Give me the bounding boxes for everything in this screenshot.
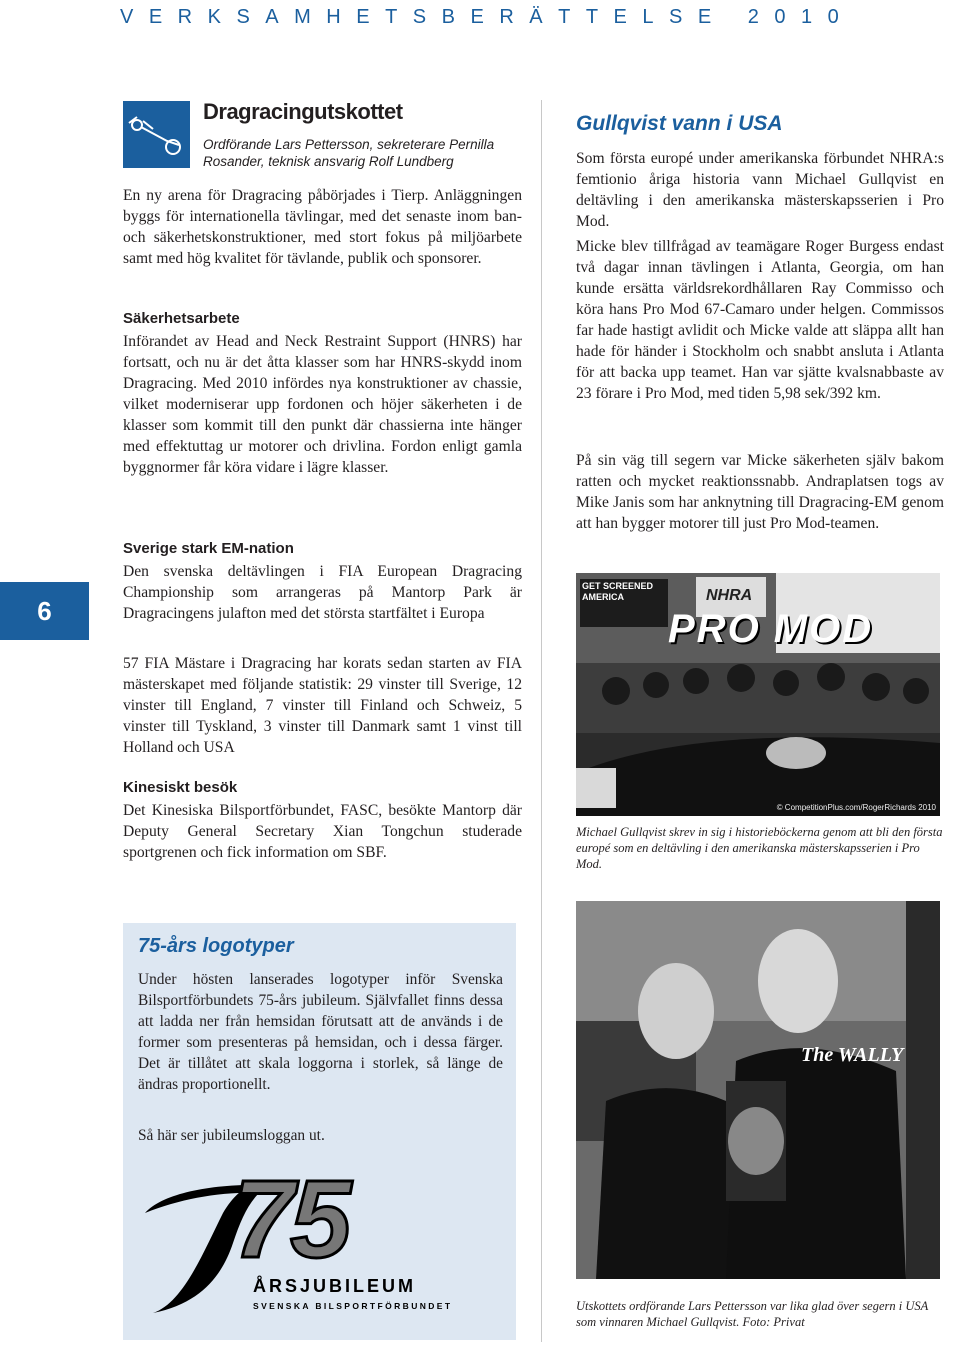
banner-left: GET SCREENED AMERICA bbox=[582, 581, 654, 602]
logo-line-2: SVENSKA BILSPORTFÖRBUNDET bbox=[253, 1301, 453, 1311]
gullqvist-p3: På sin väg till segern var Micke säkerheten själv bakom ratten och mycket reaktionssnabb. Andraplatsen togs av Mike Janis som har anknytning till Dragracing-EM genom att han bygger motorer till just Pro Mod-teamen. bbox=[576, 452, 944, 532]
gullqvist-heading: Gullqvist vann i USA bbox=[576, 112, 783, 135]
gullqvist-p2: Micke blev tillfrågad av teamägare Roger Burgess endast två dagar innan tävlingen i Atlanta, Georgia, om han kunde ersätta världsrekordhållaren Ray Commisso och köra hans Pro Mod 67-Camaro under helgen. Commissos far hade hastigt avlidit och Micke valde att släppa allt han hade för händer i Stockholm och snabbt ansluta i Atlanta för att backa upp teamet. Han var sjätte kvalsnabbaste av 23 förare i Pro Mod, med tiden 5,98 sek/392 km. bbox=[576, 238, 944, 402]
gullqvist-p1: Som första europé under amerikanska förbundet NHRA:s femtionio åriga historia vann Michael Gullqvist en deltävling i den amerikanska mästerskapsserien i Pro Mod. bbox=[576, 150, 944, 230]
em-heading: Sverige stark EM-nation bbox=[123, 540, 294, 557]
trophy-photo bbox=[576, 901, 940, 1279]
trophy-photo-caption: Utskottets ordförande Lars Pettersson var lika glad över segern i USA som vinnaren Michael Gullqvist. Foto: Privat bbox=[576, 1299, 929, 1329]
trophy-shirt-text: The WALLY bbox=[801, 1044, 904, 1066]
logo-line-1: ÅRSJUBILEUM bbox=[253, 1276, 417, 1296]
victory-photo-caption: Michael Gullqvist skrev in sig i historieböckerna genom att bli den första europé som en deltävling i den amerikanska mästerskapsserien i Pro Mod. bbox=[576, 825, 943, 871]
anniversary-logo bbox=[143, 1158, 473, 1323]
chinese-visit-heading: Kinesiskt besök bbox=[123, 779, 238, 796]
logotypes-heading: 75-års logotyper bbox=[138, 935, 294, 957]
logo-number: 75 bbox=[233, 1158, 348, 1281]
page-number: 6 bbox=[0, 582, 89, 640]
section-intro: En ny arena för Dragracing påbörjades i Tierp. Anläggningen byggs för internationella tävlingar, med det senaste inom ban- och säkerhetskonstruktioner, med stort fokus på miljöarbete samt med hög kvalitet för tävlande, publik och sponsorer. bbox=[123, 187, 522, 267]
photo-credit: © CompetitionPlus.com/RogerRichards 2010 bbox=[776, 803, 936, 812]
safety-heading: Säkerhetsarbete bbox=[123, 310, 240, 327]
banner-nhra: NHRA bbox=[706, 587, 753, 604]
section-title: Dragracingutskottet bbox=[203, 99, 403, 124]
victory-lane-photo bbox=[576, 573, 940, 816]
logotypes-box bbox=[123, 923, 516, 1340]
logotypes-p2: Så här ser jubileumsloggan ut. bbox=[138, 1127, 325, 1144]
chinese-visit-body: Det Kinesiska Bilsportförbundet, FASC, besökte Mantorp där Deputy General Secretary Xian Tongchun studerade sportgrenen och fick information om SBF. bbox=[123, 802, 522, 861]
dragster-icon bbox=[123, 101, 190, 168]
running-head: VERKSAMHETSBERÄTTELSE 2010 bbox=[120, 6, 855, 28]
safety-body: Införandet av Head and Neck Restraint Support (HNRS) har fortsatt, och nu är det åtta klasser som har HNRS-skydd inom Dragracing. Med 2010 infördes nya konstruktioner av chassie, vilket moderniserar upp fordonen och höjer säkerheten i de klasser som kommit till den punkt där chassierna inte hänger med effektuttag ur motorer och drivlina. Fordon enligt gamla byggnormer får köra vidare i lägre klasser. bbox=[123, 333, 522, 476]
column-divider bbox=[541, 100, 542, 1342]
section-subtitle: Ordförande Lars Pettersson, sekreterare Pernilla Rosander, teknisk ansvarig Rolf Lundberg bbox=[203, 137, 495, 169]
banner-pro-mod: PRO MOD bbox=[668, 607, 874, 651]
logotypes-p1: Under hösten lanserades logotyper inför Svenska Bilsportförbundets 75-års jubileum. Självfallet finns dessa att ladda ner från hemsidan förutsatt att de används i de former som presenteras på hemsidan, och i dessa färger. Det är tillåtet att skala loggorna i storlek, så länge de ändras proportionellt. bbox=[138, 971, 503, 1093]
em-body-2: 57 FIA Mästare i Dragracing har korats sedan starten av FIA mästerskapet med följande statistik: 29 vinster till Sverige, 12 vinster till England, 7 vinster till Finland och Schweiz, 5 vinster till Tyskland, 3 vinster till Danmark samt 1 vinst till Holland och USA bbox=[123, 655, 522, 756]
em-body-1: Den svenska deltävlingen i FIA European Dragracing Championship som arrangeras på Mantorp Park är Dragracingens julafton med det största startfältet i Europa bbox=[123, 563, 522, 622]
